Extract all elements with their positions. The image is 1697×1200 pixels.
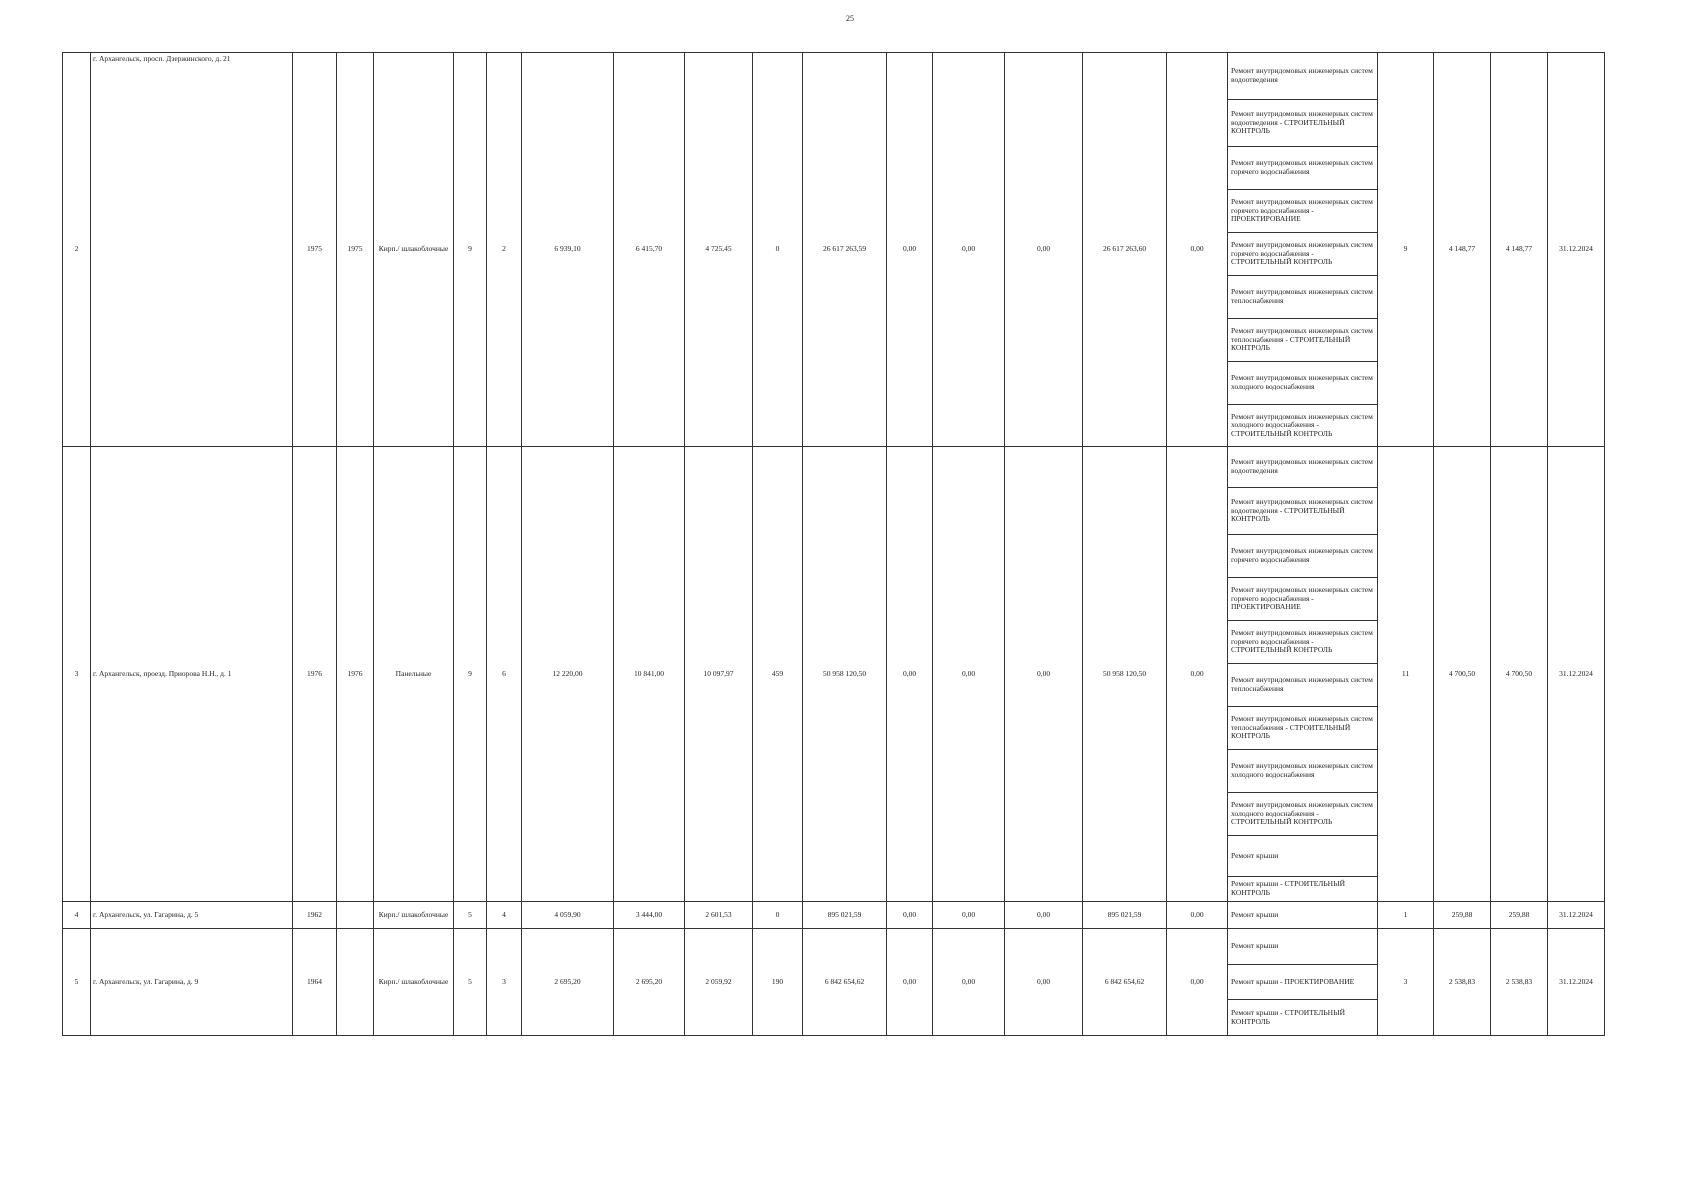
work-item: Ремонт внутридомовых инженерных систем теплоснабжения - СТРОИТЕЛЬНЫЙ КОНТРОЛЬ xyxy=(1228,319,1377,362)
cell-wall-material: Кирп./ шлакоблочные xyxy=(374,53,454,447)
cell-num: 5 xyxy=(63,929,91,1036)
work-item: Ремонт внутридомовых инженерных систем холодного водоснабжения - СТРОИТЕЛЬНЫЙ КОНТРОЛЬ xyxy=(1231,411,1373,438)
cell-floors: 9 xyxy=(454,53,487,447)
work-item: Ремонт внутридомовых инженерных систем теплоснабжения xyxy=(1228,276,1377,319)
cell-num: 2 xyxy=(63,53,91,447)
repair-program-table xyxy=(62,52,1605,1036)
work-item: Ремонт внутридомовых инженерных систем холодного водоснабжения - СТРОИТЕЛЬНЫЙ КОНТРОЛЬ xyxy=(1228,793,1377,836)
cell-year-commissioning xyxy=(337,902,374,929)
cell-entrances: 2 xyxy=(487,53,522,447)
table-row xyxy=(63,447,1605,902)
cell-floors: 5 xyxy=(454,902,487,929)
cell-other: 0,00 xyxy=(1167,447,1228,902)
cell-area-residential: 2 059,92 xyxy=(685,929,753,1036)
page-number: 25 xyxy=(846,14,854,23)
work-item: Ремонт внутридомовых инженерных систем горячего водоснабжения - СТРОИТЕЛЬНЫЙ КОНТРОЛЬ xyxy=(1228,233,1377,276)
work-item: Ремонт внутридомовых инженерных систем горячего водоснабжения xyxy=(1228,535,1377,578)
cell-budget-subject: 0,00 xyxy=(933,53,1005,447)
work-item: Ремонт крыши xyxy=(1228,929,1377,965)
work-item: Ремонт внутридомовых инженерных систем горячего водоснабжения - СТРОИТЕЛЬНЫЙ КОНТРОЛЬ xyxy=(1228,621,1377,664)
cell-total-area: 12 220,00 xyxy=(522,447,614,902)
cell-budget-local: 0,00 xyxy=(1005,447,1083,902)
cell-other: 0,00 xyxy=(1167,929,1228,1036)
cell-limit-cost: 259,88 xyxy=(1491,902,1548,929)
cell-owners-funds: 6 842 654,62 xyxy=(1083,929,1167,1036)
cell-budget-local: 0,00 xyxy=(1005,53,1083,447)
cell-fund-support: 0,00 xyxy=(887,53,933,447)
cell-fund-support: 0,00 xyxy=(887,902,933,929)
cell-entrances: 4 xyxy=(487,902,522,929)
cell-address: г. Архангельск, ул. Гагарина, д. 9 xyxy=(91,929,293,1036)
cell-deadline: 31.12.2024 xyxy=(1548,53,1605,447)
cell-other: 0,00 xyxy=(1167,53,1228,447)
work-item: Ремонт внутридомовых инженерных систем горячего водоснабжения - ПРОЕКТИРОВАНИЕ xyxy=(1228,578,1377,621)
work-item: Ремонт внутридомовых инженерных систем холодного водоснабжения xyxy=(1228,362,1377,405)
cell-cost-total: 6 842 654,62 xyxy=(803,929,887,1036)
cell-cost-total: 50 958 120,50 xyxy=(803,447,887,902)
cell-year-built: 1975 xyxy=(293,53,337,447)
cell-area-premises: 2 695,20 xyxy=(614,929,685,1036)
cell-wall-material: Панельные xyxy=(374,447,454,902)
work-item: Ремонт внутридомовых инженерных систем горячего водоснабжения - ПРОЕКТИРОВАНИЕ xyxy=(1228,190,1377,233)
cell-address: г. Архангельск, ул. Гагарина, д. 5 xyxy=(91,902,293,929)
cell-wall-material: Кирп./ шлакоблочные xyxy=(374,902,454,929)
work-item: Ремонт внутридомовых инженерных систем водоотведения xyxy=(1228,53,1377,100)
works-list xyxy=(1228,929,1378,1036)
cell-total-area: 2 695,20 xyxy=(522,929,614,1036)
works-list xyxy=(1228,53,1378,447)
table-row xyxy=(63,929,1605,1036)
cell-area-residential: 4 725,45 xyxy=(685,53,753,447)
cell-floors: 5 xyxy=(454,929,487,1036)
cell-other: 0,00 xyxy=(1167,902,1228,929)
cell-residents: 0 xyxy=(753,902,803,929)
work-item: Ремонт внутридомовых инженерных систем теплоснабжения - СТРОИТЕЛЬНЫЙ КОНТРОЛЬ xyxy=(1228,707,1377,750)
cell-residents: 190 xyxy=(753,929,803,1036)
cell-unit-cost: 4 700,50 xyxy=(1434,447,1491,902)
cell-budget-local: 0,00 xyxy=(1005,929,1083,1036)
cell-deadline: 31.12.2024 xyxy=(1548,902,1605,929)
cell-area-residential: 10 097,97 xyxy=(685,447,753,902)
work-item: Ремонт крыши - СТРОИТЕЛЬНЫЙ КОНТРОЛЬ xyxy=(1231,879,1346,897)
cell-budget-subject: 0,00 xyxy=(933,929,1005,1036)
works-list xyxy=(1228,902,1378,929)
cell-year-commissioning xyxy=(337,929,374,1036)
table-row xyxy=(63,902,1605,929)
works-list xyxy=(1228,447,1378,902)
cell-unit-cost: 259,88 xyxy=(1434,902,1491,929)
work-item: Ремонт внутридомовых инженерных систем горячего водоснабжения xyxy=(1228,147,1377,190)
work-item: Ремонт крыши - ПРОЕКТИРОВАНИЕ xyxy=(1228,965,1377,1000)
work-item: Ремонт внутридомовых инженерных систем холодного водоснабжения xyxy=(1228,750,1377,793)
cell-year-built: 1976 xyxy=(293,447,337,902)
cell-num: 4 xyxy=(63,902,91,929)
cell-limit-cost: 4 700,50 xyxy=(1491,447,1548,902)
work-item: Ремонт внутридомовых инженерных систем теплоснабжения xyxy=(1228,664,1377,707)
cell-floors: 9 xyxy=(454,447,487,902)
cell-residents: 459 xyxy=(753,447,803,902)
cell-total-area: 4 059,90 xyxy=(522,902,614,929)
cell-works-count: 11 xyxy=(1378,447,1434,902)
cell-cost-total: 26 617 263,59 xyxy=(803,53,887,447)
cell-area-premises: 6 415,70 xyxy=(614,53,685,447)
cell-year-commissioning: 1975 xyxy=(337,53,374,447)
cell-owners-funds: 26 617 263,60 xyxy=(1083,53,1167,447)
cell-limit-cost: 4 148,77 xyxy=(1491,53,1548,447)
cell-area-residential: 2 601,53 xyxy=(685,902,753,929)
cell-deadline: 31.12.2024 xyxy=(1548,929,1605,1036)
cell-area-premises: 10 841,00 xyxy=(614,447,685,902)
cell-works-count: 9 xyxy=(1378,53,1434,447)
cell-budget-subject: 0,00 xyxy=(933,447,1005,902)
work-item: Ремонт крыши xyxy=(1231,909,1279,919)
work-item: Ремонт внутридомовых инженерных систем водоотведения - СТРОИТЕЛЬНЫЙ КОНТРОЛЬ xyxy=(1228,100,1377,147)
cell-owners-funds: 895 021,59 xyxy=(1083,902,1167,929)
cell-fund-support: 0,00 xyxy=(887,929,933,1036)
cell-total-area: 6 939,10 xyxy=(522,53,614,447)
cell-residents: 0 xyxy=(753,53,803,447)
cell-budget-subject: 0,00 xyxy=(933,902,1005,929)
cell-wall-material: Кирп./ шлакоблочные xyxy=(374,929,454,1036)
cell-year-built: 1962 xyxy=(293,902,337,929)
cell-cost-total: 895 021,59 xyxy=(803,902,887,929)
cell-owners-funds: 50 958 120,50 xyxy=(1083,447,1167,902)
work-item: Ремонт внутридомовых инженерных систем водоотведения xyxy=(1228,447,1377,488)
cell-unit-cost: 2 538,83 xyxy=(1434,929,1491,1036)
cell-entrances: 3 xyxy=(487,929,522,1036)
cell-address: г. Архангельск, просп. Дзержинского, д. 21 xyxy=(91,53,293,447)
cell-works-count: 1 xyxy=(1378,902,1434,929)
cell-unit-cost: 4 148,77 xyxy=(1434,53,1491,447)
cell-limit-cost: 2 538,83 xyxy=(1491,929,1548,1036)
work-item: Ремонт внутридомовых инженерных систем водоотведения - СТРОИТЕЛЬНЫЙ КОНТРОЛЬ xyxy=(1228,488,1377,535)
cell-deadline: 31.12.2024 xyxy=(1548,447,1605,902)
cell-address: г. Архангельск, проезд. Приорова Н.Н., д. 1 xyxy=(91,447,293,902)
cell-fund-support: 0,00 xyxy=(887,447,933,902)
cell-works-count: 3 xyxy=(1378,929,1434,1036)
work-item: Ремонт крыши xyxy=(1228,836,1377,877)
cell-year-commissioning: 1976 xyxy=(337,447,374,902)
cell-num: 3 xyxy=(63,447,91,902)
cell-entrances: 6 xyxy=(487,447,522,902)
cell-budget-local: 0,00 xyxy=(1005,902,1083,929)
table-row xyxy=(63,53,1605,447)
work-item: Ремонт крыши - СТРОИТЕЛЬНЫЙ КОНТРОЛЬ xyxy=(1231,1007,1346,1026)
cell-area-premises: 3 444,00 xyxy=(614,902,685,929)
cell-year-built: 1964 xyxy=(293,929,337,1036)
